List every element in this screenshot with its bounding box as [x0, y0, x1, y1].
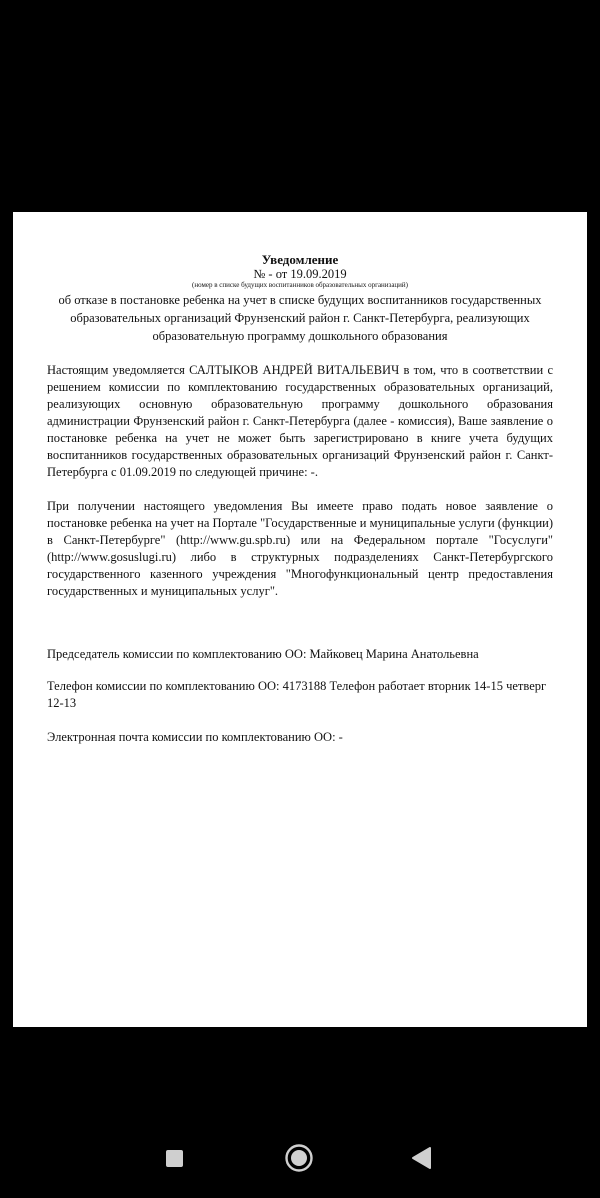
- navigation-bar: [0, 1118, 600, 1198]
- rights-paragraph: При получении настоящего уведомления Вы имеете право подать новое заявление о постановке ребенка на учет на Портале "Государственные и муниципальные услуги (функции) в Санкт-Петербурге" (http://www.gu.spb.ru) или на Федеральном портале "Госуслуги" (http://www.gosuslugi.ru) либо в структурных подразделениях Санкт-Петербургского государственного казенного учреждения "Многофункциональный центр предоставления государственных и муниципальных услуг".: [47, 499, 553, 598]
- notice-paragraph: Настоящим уведомляется САЛТЫКОВ АНДРЕЙ ВИТАЛЬЕВИЧ в том, что в соответствии с решением комиссии по комплектованию государственных образовательных организаций, реализующих основную образовательную программу дошкольного образования администрации Фрунзенский район г. Санкт-Петербурга (далее - комиссия), Ваше заявление о постановке ребенка на учет не может быть зарегистрировано в книге учета будущих воспитанников государственных образовательных организаций Фрунзенский район г. Санкт-Петербурга с 01.09.2019 по следующей причине: -.: [47, 363, 553, 479]
- document-number-note: (номер в списке будущих воспитанников образовательных организаций): [192, 281, 408, 289]
- document-page: [13, 212, 587, 1027]
- document-subject: об отказе в постановке ребенка на учет в списке будущих воспитанников государственных образовательных организаций Фрунзенский район г. Санкт-Петербурга, реализующих образовательную программу дошкольного образования: [58, 293, 542, 343]
- document-number: № - от 19.09.2019: [253, 267, 347, 281]
- phone-line: Телефон комиссии по комплектованию ОО: 4173188 Телефон работает вторник 14-15 четверг 12-13: [47, 679, 547, 710]
- email-line: Электронная почта комиссии по комплектованию ОО: -: [47, 730, 343, 744]
- document-title: Уведомление: [261, 252, 339, 267]
- triangle-back-icon[interactable]: [410, 1146, 432, 1170]
- square-icon[interactable]: [166, 1150, 183, 1167]
- circle-icon[interactable]: [284, 1143, 314, 1173]
- chairman-line: Председатель комиссии по комплектованию ОО: Майковец Марина Анатольевна: [47, 647, 479, 661]
